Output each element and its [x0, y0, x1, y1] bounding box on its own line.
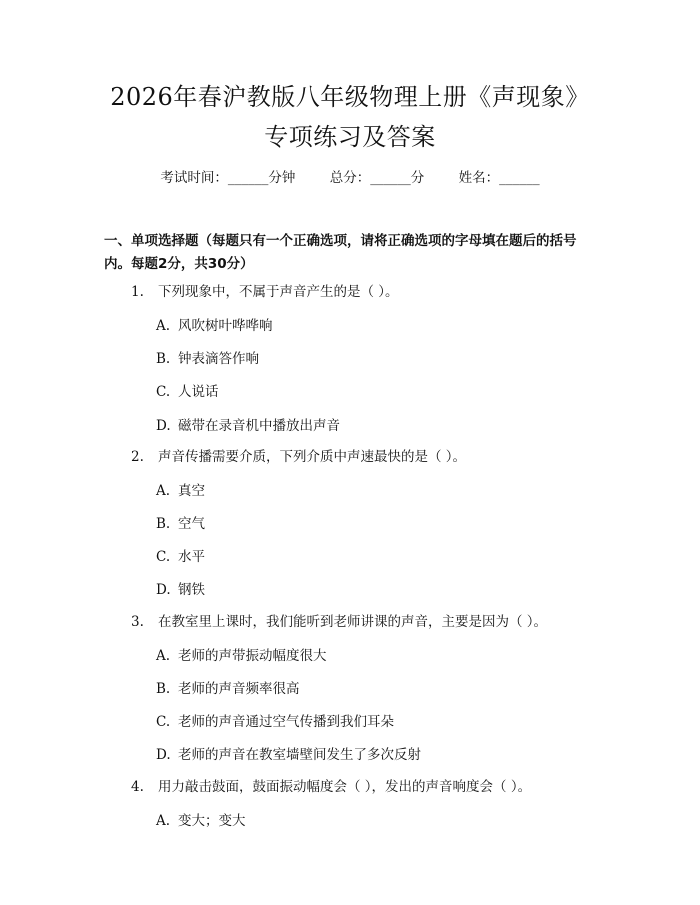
option-letter: B. — [156, 516, 171, 532]
time-unit: 分钟 — [268, 170, 296, 186]
name-blank: ______ — [499, 170, 540, 186]
question-number: 1. — [131, 284, 144, 300]
option-letter: A. — [156, 483, 171, 499]
option-1d — [156, 416, 596, 436]
option-2d — [156, 580, 596, 600]
score-label: 总分： — [329, 170, 371, 186]
question-number: 4. — [131, 779, 144, 795]
option-3a — [156, 646, 596, 666]
option-text: 真空 — [178, 483, 205, 499]
option-text: 人说话 — [178, 384, 219, 400]
time-blank: ______ — [227, 170, 269, 186]
document-title-line-1: 2026年春沪教版八年级物理上册《声现象》 — [110, 83, 590, 111]
option-letter: B. — [156, 681, 171, 697]
option-letter: C. — [156, 549, 171, 565]
score-unit: 分 — [410, 170, 425, 186]
option-letter: C. — [156, 384, 171, 400]
question-2 — [131, 447, 611, 467]
question-1 — [131, 282, 611, 302]
question-number: 2. — [131, 449, 144, 465]
option-letter: B. — [156, 351, 171, 367]
option-3d — [156, 745, 596, 765]
option-text: 风吹树叶哗哗响 — [178, 318, 273, 334]
option-text: 钟表滴答作响 — [178, 351, 259, 367]
option-1c — [156, 382, 596, 402]
option-4a — [156, 811, 596, 831]
option-text: 老师的声音在教室墙壁间发生了多次反射 — [178, 747, 421, 763]
score-blank: ______ — [370, 170, 411, 186]
question-4 — [131, 777, 611, 797]
time-label: 考试时间： — [160, 170, 228, 186]
question-text: 声音传播需要介质，下列介质中声速最快的是（ ）。 — [158, 449, 467, 465]
option-letter: A. — [156, 648, 171, 664]
option-letter: D. — [156, 418, 171, 434]
option-letter: A. — [156, 813, 171, 829]
option-letter: D. — [156, 582, 171, 598]
question-text: 下列现象中，不属于声音产生的是（ ）。 — [158, 284, 399, 300]
option-1a — [156, 316, 596, 336]
option-text: 老师的声音通过空气传播到我们耳朵 — [178, 714, 394, 730]
option-text: 老师的声音频率很高 — [178, 681, 300, 697]
option-2c — [156, 547, 596, 567]
option-1b — [156, 349, 596, 369]
section-heading-line-2: 内。每题2分，共30分） — [104, 256, 254, 272]
question-3 — [131, 612, 611, 632]
option-2a — [156, 481, 596, 501]
option-letter: C. — [156, 714, 171, 730]
exam-meta-line — [0, 168, 700, 188]
option-letter: D. — [156, 747, 171, 763]
document-title-line-2: 专项练习及答案 — [264, 123, 436, 151]
section-heading-line-1: 一、单项选择题（每题只有一个正确选项，请将正确选项的字母填在题后的括号 — [104, 233, 577, 249]
option-3b — [156, 679, 596, 699]
option-text: 空气 — [178, 516, 205, 532]
option-text: 磁带在录音机中播放出声音 — [178, 418, 340, 434]
question-text: 在教室里上课时，我们能听到老师讲课的声音，主要是因为（ ）。 — [158, 614, 548, 630]
option-3c — [156, 712, 596, 732]
option-letter: A. — [156, 318, 171, 334]
question-number: 3. — [131, 614, 144, 630]
option-2b — [156, 514, 596, 534]
option-text: 钢铁 — [178, 582, 205, 598]
option-text: 老师的声带振动幅度很大 — [178, 648, 327, 664]
name-label: 姓名： — [458, 170, 500, 186]
question-text: 用力敲击鼓面，鼓面振动幅度会（ ），发出的声音响度会（ ）。 — [158, 779, 532, 795]
option-text: 变大；变大 — [178, 813, 246, 829]
option-text: 水平 — [178, 549, 205, 565]
